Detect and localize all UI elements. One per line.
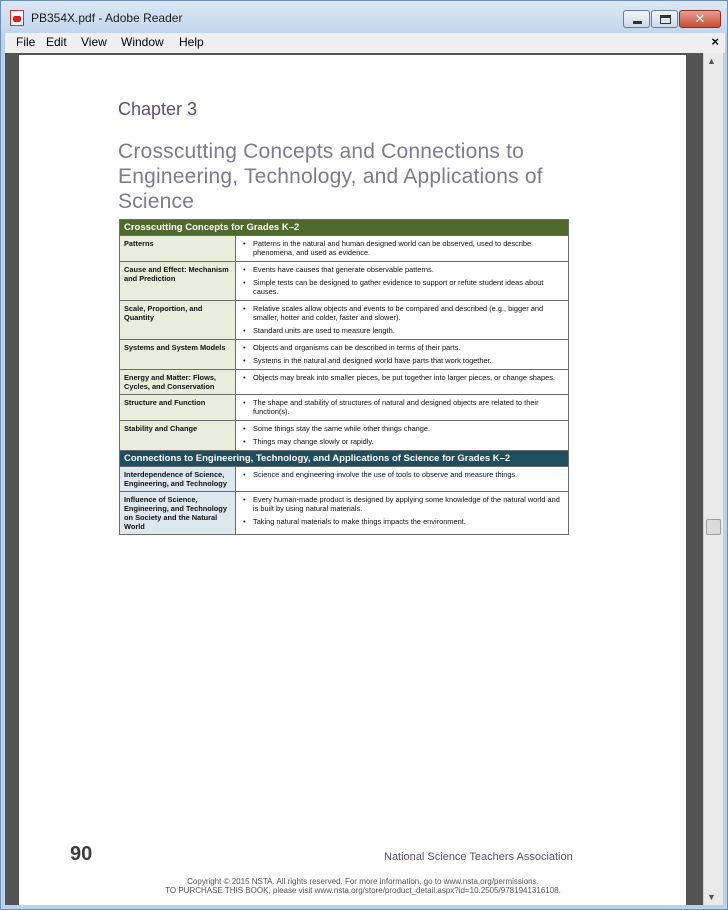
- list-item: • Systems in the natural and designed world have parts that work together.: [240, 356, 564, 365]
- table-row: [120, 395, 569, 421]
- menu-window[interactable]: Window: [121, 35, 164, 49]
- list-item: • Standard units are used to measure length.: [240, 326, 564, 335]
- concept-name: Interdependence of Science, Engineering, and Technology: [120, 467, 236, 492]
- list-item: • Some things stay the same while other things change.: [240, 424, 564, 433]
- concept-name: Energy and Matter: Flows, Cycles, and Conservation: [120, 370, 236, 395]
- table-row: [120, 492, 569, 535]
- scrollbar-thumb[interactable]: [706, 519, 721, 535]
- concept-name: Scale, Proportion, and Quantity: [120, 301, 236, 340]
- concept-name: Influence of Science, Engineering, and Technology on Society and the Natural World: [120, 492, 236, 535]
- list-item: • Patterns in the natural and human designed world can be observed, used to describe phenomena, and used as evidence.: [240, 239, 564, 257]
- publisher-name: National Science Teachers Association: [384, 851, 573, 863]
- list-item: • Things may change slowly or rapidly.: [240, 437, 564, 446]
- list-item: • Relative scales allow objects and events to be compared and described (e.g., bigger and smaller, hotter and colder, faster and slower).: [240, 304, 564, 322]
- concepts-table: [119, 219, 569, 535]
- chapter-label: Chapter 3: [118, 99, 198, 119]
- maximize-button[interactable]: [651, 10, 678, 28]
- concept-description: [236, 301, 569, 340]
- page-heading: Crosscutting Concepts and Connections to Engineering, Technology, and Applications of Science: [118, 140, 543, 213]
- vertical-scrollbar[interactable]: [703, 53, 723, 905]
- maximize-icon: [660, 15, 671, 24]
- minimize-icon: [633, 21, 642, 24]
- document-close-icon[interactable]: ×: [711, 34, 719, 49]
- copyright-line-2: TO PURCHASE THIS BOOK, please visit www.nsta.org/store/product_detail.aspx?id=10.2505/9781941316108.: [165, 886, 561, 895]
- crosscutting-rows: [120, 236, 569, 451]
- connections-header: Connections to Engineering, Technology, and Applications of Science for Grades K–2: [120, 451, 569, 467]
- list-item: • Events have causes that generate observable patterns.: [240, 265, 564, 274]
- concept-description: [236, 467, 569, 492]
- concept-name: Stability and Change: [120, 421, 236, 451]
- pdf-file-icon: [10, 10, 24, 26]
- copyright-notice: [123, 877, 603, 895]
- concept-description: [236, 492, 569, 535]
- concept-description: [236, 262, 569, 301]
- page-number: 90: [70, 843, 93, 865]
- concept-name: Cause and Effect: Mechanism and Prediction: [120, 262, 236, 301]
- list-item: • Every human-made product is designed by applying some knowledge of the natural world and is built by using natural materials.: [240, 495, 564, 513]
- concept-name: Structure and Function: [120, 395, 236, 421]
- menu-edit[interactable]: Edit: [46, 35, 67, 49]
- menu-bar: [5, 33, 725, 53]
- pdf-page: [19, 55, 686, 905]
- concept-description: [236, 370, 569, 395]
- menu-file[interactable]: File: [16, 35, 36, 49]
- table-row: [120, 467, 569, 492]
- list-item: • Taking natural materials to make things impacts the environment.: [240, 517, 564, 526]
- concept-description: [236, 395, 569, 421]
- window-title: PB354X.pdf - Adobe Reader: [31, 11, 183, 25]
- document-viewport[interactable]: [5, 53, 703, 905]
- list-item: • The shape and stability of structures of natural and designed objects are related to their function(s).: [240, 398, 564, 416]
- concept-description: [236, 340, 569, 370]
- list-item: • Objects may break into smaller pieces, be put together into larger pieces, or change shapes.: [240, 373, 564, 382]
- concept-description: [236, 236, 569, 262]
- close-icon: ✕: [694, 11, 706, 26]
- title-bar[interactable]: [1, 1, 727, 33]
- table-row: [120, 370, 569, 395]
- list-item: • Science and engineering involve the use of tools to observe and measure things.: [240, 470, 564, 479]
- table-row: [120, 236, 569, 262]
- list-item: • Simple tests can be designed to gather evidence to support or refute student ideas about causes.: [240, 278, 564, 296]
- concept-name: Systems and System Models: [120, 340, 236, 370]
- list-item: • Objects and organisms can be described in terms of their parts.: [240, 343, 564, 352]
- table-row: [120, 301, 569, 340]
- menu-view[interactable]: View: [81, 35, 107, 49]
- table-row: [120, 340, 569, 370]
- connections-rows: [120, 467, 569, 535]
- copyright-line-1: Copyright © 2015 NSTA. All rights reserved. For more information, go to www.nsta.org/permissions.: [187, 877, 539, 886]
- crosscutting-header: Crosscutting Concepts for Grades K–2: [120, 220, 569, 236]
- concept-name: Patterns: [120, 236, 236, 262]
- table-row: [120, 421, 569, 451]
- table-row: [120, 262, 569, 301]
- concept-description: [236, 421, 569, 451]
- scroll-down-icon[interactable]: ▼: [707, 892, 716, 902]
- minimize-button[interactable]: [623, 10, 650, 28]
- close-button[interactable]: [679, 10, 721, 28]
- menu-help[interactable]: Help: [179, 35, 204, 49]
- scroll-up-icon[interactable]: ▲: [707, 56, 716, 66]
